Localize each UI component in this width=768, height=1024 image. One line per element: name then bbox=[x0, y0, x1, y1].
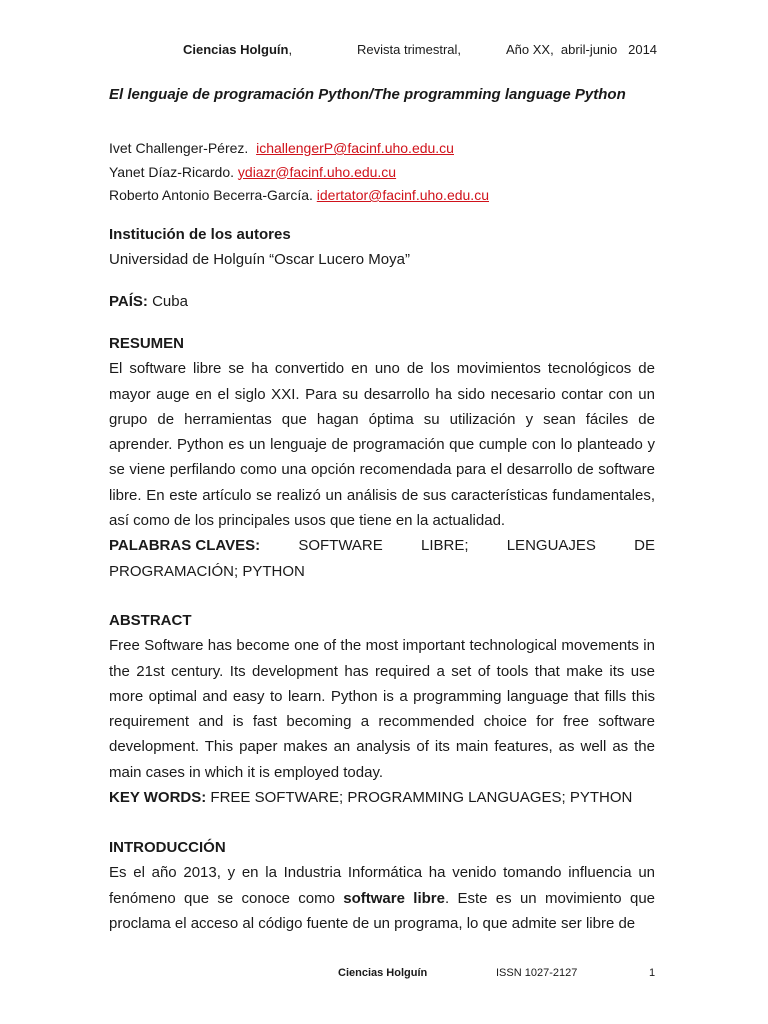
country-section bbox=[109, 289, 655, 314]
author-email-link[interactable]: idertator@facinf.uho.edu.cu bbox=[316, 187, 489, 203]
header-issue: Año XX, abril-junio 2014 bbox=[506, 42, 658, 57]
resumen-keyword: LIBRE; bbox=[420, 537, 469, 555]
intro-bold-term: software libre bbox=[343, 889, 445, 907]
intro-heading: INTRODUCCIÓN bbox=[109, 839, 226, 856]
header-comma: , bbox=[288, 42, 293, 57]
country-value: Cuba bbox=[152, 293, 188, 310]
resumen-keywords-label: PALABRAS CLAVES: bbox=[109, 537, 261, 555]
article-title: El lenguaje de programación Python/The programming language Python bbox=[109, 86, 626, 103]
author-name: Roberto Antonio Becerra-García. bbox=[109, 187, 313, 203]
resumen-heading: RESUMEN bbox=[109, 335, 185, 352]
author-2 bbox=[109, 161, 489, 185]
abstract-keywords-value: FREE SOFTWARE; PROGRAMMING LANGUAGES; PYTHON bbox=[206, 789, 633, 807]
intro-text-part: . Este es un movimiento que proclama el acceso al código fuente de un programa, lo que admite ser libre de bbox=[109, 889, 655, 932]
running-header bbox=[0, 42, 768, 60]
author-email-link[interactable]: ydiazr@facinf.uho.edu.cu bbox=[237, 163, 397, 180]
resumen-section bbox=[109, 331, 655, 584]
institution-heading: Institución de los autores bbox=[109, 226, 291, 243]
intro-section bbox=[109, 835, 655, 936]
author-name: Ivet Challenger-Pérez. bbox=[109, 140, 249, 156]
institution-section bbox=[109, 222, 655, 273]
resumen-keywords-line bbox=[109, 533, 655, 558]
resumen-keyword: LENGUAJES bbox=[506, 537, 596, 555]
country-label: PAÍS: bbox=[109, 293, 148, 310]
abstract-heading: ABSTRACT bbox=[109, 612, 192, 629]
author-email-link[interactable]: ichallengerP@facinf.uho.edu.cu bbox=[256, 140, 454, 156]
header-journal-name bbox=[183, 42, 292, 57]
abstract-text: Free Software has become one of the most important technological movements in the 21st century. Its development has required a set of tools that make its use more optimal and easy to learn. Python is a programming language that fills this requirement and is fast becoming a recommended choice for free software development. This paper makes an analysis of its main features, as well as the main cases in which it is employed today. bbox=[109, 637, 655, 781]
footer-issn: ISSN 1027-2127 bbox=[496, 967, 578, 979]
author-list bbox=[109, 137, 489, 208]
resumen-text: El software libre se ha convertido en uno de los movimientos tecnológicos de mayor auge en el siglo XXI. Para su desarrollo ha sido necesario contar con un grupo de herramientas que hagan óptima su utilización y sean fáciles de aprender. Python es un lenguaje de programación que cumple con lo planteado y se viene perfilando como una opción recomendada para el desarrollo de software libre. En este artículo se realizó un análisis de sus características fundamentales, así como de los principales usos que tiene en la actualidad. bbox=[109, 360, 655, 530]
footer-journal-name: Ciencias Holguín bbox=[338, 967, 428, 979]
header-journal-text: Ciencias Holguín bbox=[183, 42, 289, 57]
institution-value: Universidad de Holguín “Oscar Lucero Moya” bbox=[109, 251, 410, 269]
intro-text bbox=[109, 860, 655, 936]
resumen-keyword: SOFTWARE bbox=[298, 537, 383, 555]
page-footer bbox=[0, 967, 768, 983]
abstract-section bbox=[109, 608, 655, 810]
resumen-keyword: DE bbox=[634, 537, 655, 555]
abstract-keywords bbox=[109, 785, 655, 810]
author-1 bbox=[109, 137, 489, 161]
author-name: Yanet Díaz-Ricardo. bbox=[109, 163, 235, 180]
resumen-keywords-line2: PROGRAMACIÓN; PYTHON bbox=[109, 562, 305, 580]
footer-page-number: 1 bbox=[649, 967, 656, 979]
header-journal-type: Revista trimestral, bbox=[357, 42, 462, 57]
intro-text-part: Es el año 2013, y en la Industria Informática ha venido tomando influencia un fenómeno que se conoce como bbox=[109, 864, 655, 907]
author-3 bbox=[109, 184, 489, 208]
abstract-keywords-label: KEY WORDS: bbox=[109, 789, 207, 807]
